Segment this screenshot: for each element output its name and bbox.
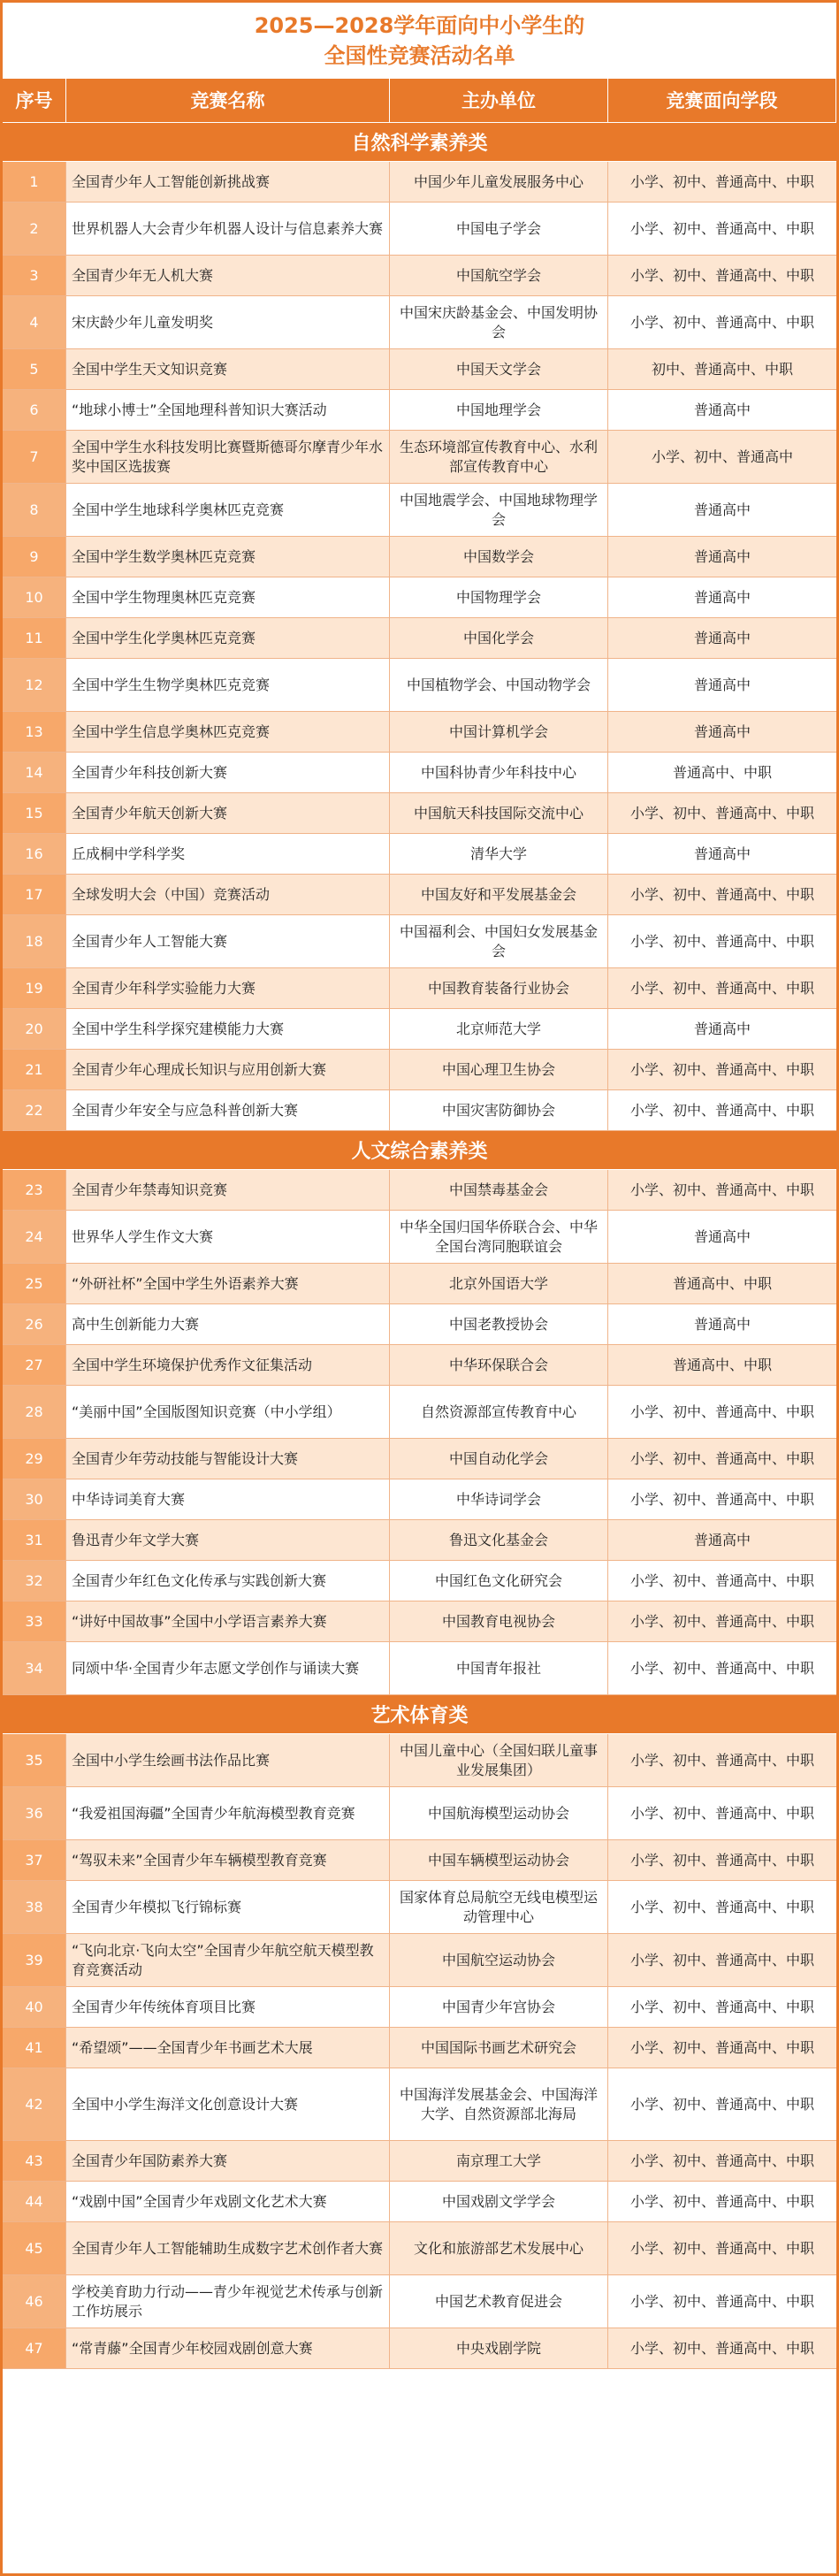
row-competition-name: 全国中学生水科技发明比赛暨斯德哥尔摩青少年水奖中国区选拔赛 (66, 431, 390, 484)
row-competition-name: 世界机器人大会青少年机器人设计与信息素养大赛 (66, 203, 390, 256)
row-school-stage: 普通高中 (608, 484, 836, 537)
table-row (3, 2028, 836, 2068)
row-organizer: 中国禁毒基金会 (390, 1170, 608, 1211)
row-school-stage: 普通高中 (608, 1009, 836, 1050)
header-school-stage: 竞赛面向学段 (608, 79, 836, 123)
row-competition-name: 全国青少年心理成长知识与应用创新大赛 (66, 1050, 390, 1090)
row-number: 20 (3, 1009, 66, 1050)
table-row (3, 1987, 836, 2028)
row-school-stage: 普通高中 (608, 712, 836, 753)
header-number: 序号 (3, 79, 66, 123)
row-number: 2 (3, 203, 66, 256)
row-number: 8 (3, 484, 66, 537)
row-number: 22 (3, 1090, 66, 1131)
row-school-stage: 普通高中 (608, 659, 836, 712)
row-school-stage: 小学、初中、普通高中、中职 (608, 1601, 836, 1642)
row-organizer: 北京外国语大学 (390, 1264, 608, 1304)
row-school-stage: 小学、初中、普通高中、中职 (608, 1734, 836, 1787)
table-row (3, 2328, 836, 2369)
row-number: 45 (3, 2222, 66, 2275)
category-label: 人文综合素养类 (351, 1141, 488, 1163)
table-row (3, 618, 836, 659)
row-number: 21 (3, 1050, 66, 1090)
row-school-stage: 普通高中 (608, 834, 836, 875)
row-school-stage: 小学、初中、普通高中、中职 (608, 2182, 836, 2222)
row-competition-name: 学校美育助力行动——青少年视觉艺术传承与创新工作坊展示 (66, 2275, 390, 2328)
row-number: 30 (3, 1479, 66, 1520)
row-school-stage: 小学、初中、普通高中、中职 (608, 1439, 836, 1479)
row-number: 4 (3, 296, 66, 349)
row-number: 36 (3, 1787, 66, 1840)
row-number: 38 (3, 1881, 66, 1934)
row-number: 1 (3, 162, 66, 203)
row-competition-name: “地球小博士”全国地理科普知识大赛活动 (66, 390, 390, 431)
row-school-stage: 普通高中 (608, 1520, 836, 1561)
table-row (3, 875, 836, 915)
table-row (3, 296, 836, 349)
table-row (3, 1561, 836, 1601)
row-number: 9 (3, 537, 66, 577)
table-row (3, 484, 836, 537)
row-organizer: 生态环境部宣传教育中心、水利部宣传教育中心 (390, 431, 608, 484)
row-organizer: 中国艺术教育促进会 (390, 2275, 608, 2328)
row-number: 15 (3, 793, 66, 834)
table-header-row (3, 79, 836, 123)
row-organizer: 中国数学会 (390, 537, 608, 577)
table-row (3, 1009, 836, 1050)
row-competition-name: 鲁迅青少年文学大赛 (66, 1520, 390, 1561)
row-competition-name: 全国青少年模拟飞行锦标赛 (66, 1881, 390, 1934)
row-organizer: 中华环保联合会 (390, 1345, 608, 1386)
row-number: 44 (3, 2182, 66, 2222)
row-competition-name: “希望颂”——全国青少年书画艺术大展 (66, 2028, 390, 2068)
table-row (3, 390, 836, 431)
row-organizer: 文化和旅游部艺术发展中心 (390, 2222, 608, 2275)
row-number: 10 (3, 577, 66, 618)
table-row (3, 431, 836, 484)
row-competition-name: 全国青少年人工智能大赛 (66, 915, 390, 968)
row-organizer: 国家体育总局航空无线电模型运动管理中心 (390, 1881, 608, 1934)
table-row (3, 1840, 836, 1881)
row-organizer: 自然资源部宣传教育中心 (390, 1386, 608, 1439)
table-row (3, 1642, 836, 1695)
row-number: 7 (3, 431, 66, 484)
row-school-stage: 普通高中、中职 (608, 753, 836, 793)
row-organizer: 中国灾害防御协会 (390, 1090, 608, 1131)
row-organizer: 中国国际书画艺术研究会 (390, 2028, 608, 2068)
row-school-stage: 普通高中、中职 (608, 1264, 836, 1304)
row-organizer: 中国车辆模型运动协会 (390, 1840, 608, 1881)
row-school-stage: 小学、初中、普通高中、中职 (608, 1479, 836, 1520)
row-school-stage: 小学、初中、普通高中、中职 (608, 2068, 836, 2141)
table-row (3, 2182, 836, 2222)
table-row (3, 1050, 836, 1090)
row-number: 16 (3, 834, 66, 875)
row-school-stage: 小学、初中、普通高中、中职 (608, 1881, 836, 1934)
row-competition-name: 全国中学生天文知识竞赛 (66, 349, 390, 390)
row-number: 28 (3, 1386, 66, 1439)
row-number: 11 (3, 618, 66, 659)
table-row (3, 2141, 836, 2182)
row-organizer: 中国航海模型运动协会 (390, 1787, 608, 1840)
row-school-stage: 小学、初中、普通高中、中职 (608, 203, 836, 256)
row-school-stage: 小学、初中、普通高中、中职 (608, 2028, 836, 2068)
row-school-stage: 小学、初中、普通高中、中职 (608, 2275, 836, 2328)
row-school-stage: 普通高中 (608, 618, 836, 659)
row-competition-name: 全国中学生环境保护优秀作文征集活动 (66, 1345, 390, 1386)
row-organizer: 中国宋庆龄基金会、中国发明协会 (390, 296, 608, 349)
row-organizer: 中华诗词学会 (390, 1479, 608, 1520)
row-school-stage: 普通高中 (608, 1211, 836, 1264)
row-competition-name: “飞向北京·飞向太空”全国青少年航空航天模型教育竞赛活动 (66, 1934, 390, 1987)
row-school-stage: 小学、初中、普通高中、中职 (608, 2328, 836, 2369)
row-school-stage: 普通高中、中职 (608, 1345, 836, 1386)
row-competition-name: 全国青少年劳动技能与智能设计大赛 (66, 1439, 390, 1479)
row-school-stage: 小学、初中、普通高中、中职 (608, 1840, 836, 1881)
row-school-stage: 小学、初中、普通高中 (608, 431, 836, 484)
row-organizer: 中国物理学会 (390, 577, 608, 618)
table-row (3, 753, 836, 793)
row-number: 35 (3, 1734, 66, 1787)
row-organizer: 中国福利会、中国妇女发展基金会 (390, 915, 608, 968)
row-competition-name: 全国中学生地球科学奥林匹克竞赛 (66, 484, 390, 537)
table-row (3, 1264, 836, 1304)
row-organizer: 中国戏剧文学学会 (390, 2182, 608, 2222)
row-organizer: 中国天文学会 (390, 349, 608, 390)
row-school-stage: 普通高中 (608, 1304, 836, 1345)
row-number: 12 (3, 659, 66, 712)
table-row (3, 203, 836, 256)
category-heading (3, 123, 836, 162)
row-organizer: 中国地理学会 (390, 390, 608, 431)
row-organizer: 中国教育装备行业协会 (390, 968, 608, 1009)
row-organizer: 中国教育电视协会 (390, 1601, 608, 1642)
row-organizer: 中华全国归国华侨联合会、中华全国台湾同胞联谊会 (390, 1211, 608, 1264)
row-competition-name: 中华诗词美育大赛 (66, 1479, 390, 1520)
row-competition-name: 全国中小学生海洋文化创意设计大赛 (66, 2068, 390, 2141)
row-school-stage: 小学、初中、普通高中、中职 (608, 1386, 836, 1439)
table-row (3, 349, 836, 390)
table-row (3, 256, 836, 296)
table-row (3, 162, 836, 203)
row-organizer: 中国儿童中心（全国妇联儿童事业发展集团） (390, 1734, 608, 1787)
row-number: 32 (3, 1561, 66, 1601)
row-organizer: 南京理工大学 (390, 2141, 608, 2182)
page-title-line-1: 2025—2028学年面向中小学生的 (254, 13, 585, 38)
row-number: 42 (3, 2068, 66, 2141)
row-organizer: 中国青年报社 (390, 1642, 608, 1695)
row-number: 26 (3, 1304, 66, 1345)
table-row (3, 537, 836, 577)
row-competition-name: 全国青少年安全与应急科普创新大赛 (66, 1090, 390, 1131)
row-school-stage: 小学、初中、普通高中、中职 (608, 256, 836, 296)
row-organizer: 中国航空运动协会 (390, 1934, 608, 1987)
row-competition-name: 全国青少年红色文化传承与实践创新大赛 (66, 1561, 390, 1601)
row-number: 43 (3, 2141, 66, 2182)
table-row (3, 915, 836, 968)
row-organizer: 中国友好和平发展基金会 (390, 875, 608, 915)
table-row (3, 1304, 836, 1345)
row-organizer: 中国计算机学会 (390, 712, 608, 753)
row-number: 46 (3, 2275, 66, 2328)
row-organizer: 北京师范大学 (390, 1009, 608, 1050)
row-school-stage: 普通高中 (608, 390, 836, 431)
row-competition-name: 全国青少年航天创新大赛 (66, 793, 390, 834)
row-organizer: 中国化学会 (390, 618, 608, 659)
table-row (3, 1211, 836, 1264)
row-number: 14 (3, 753, 66, 793)
row-competition-name: “美丽中国”全国版图知识竞赛（中小学组） (66, 1386, 390, 1439)
row-number: 25 (3, 1264, 66, 1304)
row-competition-name: “讲好中国故事”全国中小学语言素养大赛 (66, 1601, 390, 1642)
row-competition-name: “我爱祖国海疆”全国青少年航海模型教育竞赛 (66, 1787, 390, 1840)
row-competition-name: 全国青少年人工智能辅助生成数字艺术创作者大赛 (66, 2222, 390, 2275)
row-competition-name: 丘成桐中学科学奖 (66, 834, 390, 875)
row-school-stage: 小学、初中、普通高中、中职 (608, 1561, 836, 1601)
row-school-stage: 小学、初中、普通高中、中职 (608, 1987, 836, 2028)
row-organizer: 中国植物学会、中国动物学会 (390, 659, 608, 712)
row-school-stage: 小学、初中、普通高中、中职 (608, 1170, 836, 1211)
row-competition-name: 全国中学生化学奥林匹克竞赛 (66, 618, 390, 659)
row-school-stage: 普通高中 (608, 577, 836, 618)
row-number: 5 (3, 349, 66, 390)
table-row (3, 834, 836, 875)
table-row (3, 1881, 836, 1934)
row-number: 31 (3, 1520, 66, 1561)
row-competition-name: 世界华人学生作文大赛 (66, 1211, 390, 1264)
row-organizer: 中国航天科技国际交流中心 (390, 793, 608, 834)
row-organizer: 中国科协青少年科技中心 (390, 753, 608, 793)
row-number: 13 (3, 712, 66, 753)
row-competition-name: 全国青少年科学实验能力大赛 (66, 968, 390, 1009)
row-competition-name: 全国中学生科学探究建模能力大赛 (66, 1009, 390, 1050)
row-competition-name: 全国青少年人工智能创新挑战赛 (66, 162, 390, 203)
row-competition-name: 全国中学生数学奥林匹克竞赛 (66, 537, 390, 577)
row-organizer: 中国航空学会 (390, 256, 608, 296)
row-organizer: 鲁迅文化基金会 (390, 1520, 608, 1561)
table-row (3, 2222, 836, 2275)
row-organizer: 中国青少年宫协会 (390, 1987, 608, 2028)
row-school-stage: 小学、初中、普通高中、中职 (608, 296, 836, 349)
row-number: 3 (3, 256, 66, 296)
row-number: 33 (3, 1601, 66, 1642)
row-school-stage: 小学、初中、普通高中、中职 (608, 2141, 836, 2182)
row-competition-name: 全国青少年无人机大赛 (66, 256, 390, 296)
row-organizer: 中国心理卫生协会 (390, 1050, 608, 1090)
table-row (3, 2275, 836, 2328)
row-number: 40 (3, 1987, 66, 2028)
row-organizer: 中国海洋发展基金会、中国海洋大学、自然资源部北海局 (390, 2068, 608, 2141)
table-row (3, 1601, 836, 1642)
row-organizer: 中央戏剧学院 (390, 2328, 608, 2369)
row-school-stage: 小学、初中、普通高中、中职 (608, 1934, 836, 1987)
row-number: 47 (3, 2328, 66, 2369)
row-competition-name: “戏剧中国”全国青少年戏剧文化艺术大赛 (66, 2182, 390, 2222)
table-row (3, 1787, 836, 1840)
title-block (3, 3, 836, 79)
row-number: 6 (3, 390, 66, 431)
row-organizer: 中国地震学会、中国地球物理学会 (390, 484, 608, 537)
row-organizer: 清华大学 (390, 834, 608, 875)
row-number: 27 (3, 1345, 66, 1386)
row-organizer: 中国老教授协会 (390, 1304, 608, 1345)
row-competition-name: 全国青少年国防素养大赛 (66, 2141, 390, 2182)
row-competition-name: 同颂中华·全国青少年志愿文学创作与诵读大赛 (66, 1642, 390, 1695)
row-competition-name: 全国中学生信息学奥林匹克竞赛 (66, 712, 390, 753)
row-school-stage: 小学、初中、普通高中、中职 (608, 915, 836, 968)
category-heading (3, 1131, 836, 1170)
row-competition-name: 全国中学生生物学奥林匹克竞赛 (66, 659, 390, 712)
row-number: 18 (3, 915, 66, 968)
row-organizer: 中国少年儿童发展服务中心 (390, 162, 608, 203)
row-school-stage: 小学、初中、普通高中、中职 (608, 1642, 836, 1695)
row-competition-name: 高中生创新能力大赛 (66, 1304, 390, 1345)
row-school-stage: 小学、初中、普通高中、中职 (608, 793, 836, 834)
row-competition-name: “常青藤”全国青少年校园戏剧创意大赛 (66, 2328, 390, 2369)
table-row (3, 1386, 836, 1439)
row-number: 17 (3, 875, 66, 915)
row-competition-name: 全球发明大会（中国）竞赛活动 (66, 875, 390, 915)
row-competition-name: 全国中学生物理奥林匹克竞赛 (66, 577, 390, 618)
row-competition-name: “驾驭未来”全国青少年车辆模型教育竞赛 (66, 1840, 390, 1881)
header-organizer: 主办单位 (390, 79, 608, 123)
row-number: 41 (3, 2028, 66, 2068)
table-row (3, 1934, 836, 1987)
row-school-stage: 小学、初中、普通高中、中职 (608, 1050, 836, 1090)
table-row (3, 1345, 836, 1386)
row-number: 37 (3, 1840, 66, 1881)
row-organizer: 中国红色文化研究会 (390, 1561, 608, 1601)
row-competition-name: “外研社杯”全国中学生外语素养大赛 (66, 1264, 390, 1304)
row-number: 29 (3, 1439, 66, 1479)
table-row (3, 968, 836, 1009)
row-school-stage: 小学、初中、普通高中、中职 (608, 875, 836, 915)
row-competition-name: 全国中小学生绘画书法作品比赛 (66, 1734, 390, 1787)
row-competition-name: 全国青少年科技创新大赛 (66, 753, 390, 793)
category-label: 自然科学素养类 (351, 133, 488, 155)
row-school-stage: 小学、初中、普通高中、中职 (608, 2222, 836, 2275)
row-organizer: 中国电子学会 (390, 203, 608, 256)
row-school-stage: 小学、初中、普通高中、中职 (608, 968, 836, 1009)
table-row (3, 577, 836, 618)
header-competition-name: 竞赛名称 (66, 79, 390, 123)
table-row (3, 793, 836, 834)
row-number: 19 (3, 968, 66, 1009)
row-competition-name: 全国青少年传统体育项目比赛 (66, 1987, 390, 2028)
table-row (3, 1479, 836, 1520)
table-row (3, 1520, 836, 1561)
table-row (3, 2068, 836, 2141)
table-row (3, 659, 836, 712)
table-row (3, 1439, 836, 1479)
row-school-stage: 小学、初中、普通高中、中职 (608, 162, 836, 203)
table-row (3, 1734, 836, 1787)
row-school-stage: 小学、初中、普通高中、中职 (608, 1090, 836, 1131)
row-number: 23 (3, 1170, 66, 1211)
row-school-stage: 普通高中 (608, 537, 836, 577)
row-school-stage: 初中、普通高中、中职 (608, 349, 836, 390)
row-number: 34 (3, 1642, 66, 1695)
row-number: 39 (3, 1934, 66, 1987)
row-competition-name: 宋庆龄少年儿童发明奖 (66, 296, 390, 349)
row-number: 24 (3, 1211, 66, 1264)
row-organizer: 中国自动化学会 (390, 1439, 608, 1479)
table-row (3, 712, 836, 753)
row-school-stage: 小学、初中、普通高中、中职 (608, 1787, 836, 1840)
category-label: 艺术体育类 (370, 1705, 469, 1727)
row-competition-name: 全国青少年禁毒知识竞赛 (66, 1170, 390, 1211)
category-heading (3, 1695, 836, 1734)
table-row (3, 1170, 836, 1211)
table-row (3, 1090, 836, 1131)
page-title-line-2: 全国性竞赛活动名单 (324, 43, 515, 68)
